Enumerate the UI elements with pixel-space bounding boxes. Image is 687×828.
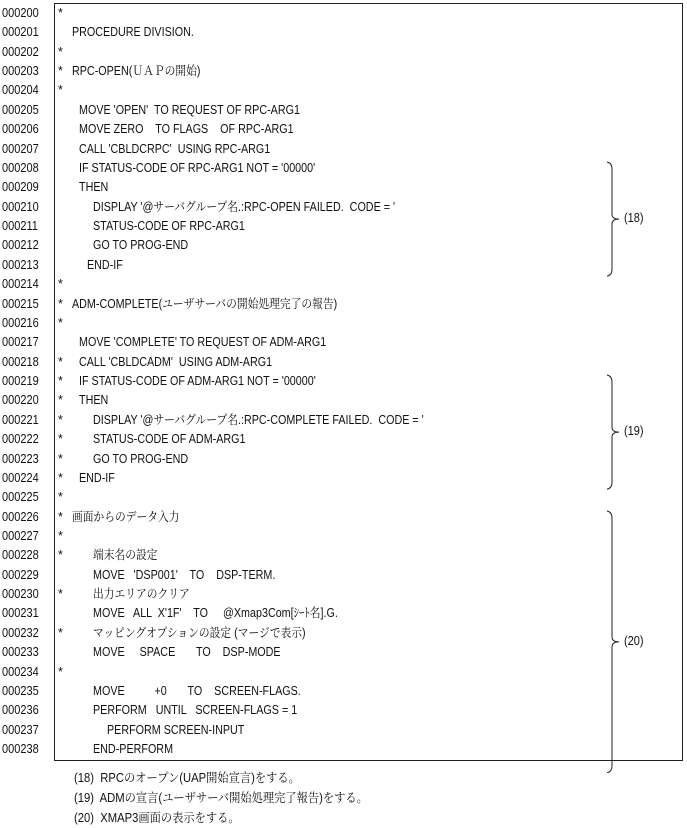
code-line — [0, 624, 600, 643]
line-number: 000216 — [2, 315, 39, 330]
line-number: 000234 — [2, 664, 39, 679]
code-line — [0, 43, 600, 62]
code-line — [0, 217, 600, 236]
code-text: 端末名の設定 — [93, 548, 158, 563]
line-number: 000210 — [2, 199, 39, 214]
code-line — [0, 275, 600, 294]
comment-marker: * — [58, 277, 63, 292]
code-line — [0, 508, 600, 527]
curly-brace-icon — [600, 374, 624, 490]
code-text: MOVE ZERO TO FLAGS OF RPC-ARG1 — [79, 122, 294, 137]
code-text: DISPLAY '@サーバグループ名.:RPC-OPEN FAILED. CODE = ' — [93, 199, 396, 214]
brace-label: (18) — [624, 211, 644, 226]
code-line — [0, 469, 600, 488]
code-text: STATUS-CODE OF RPC-ARG1 — [93, 219, 245, 234]
code-line — [0, 372, 600, 391]
code-line — [0, 295, 600, 314]
line-number: 000203 — [2, 64, 39, 79]
brace-label: (19) — [624, 424, 644, 439]
comment-marker: * — [58, 664, 63, 679]
code-text: MOVE 'OPEN' TO REQUEST OF RPC-ARG1 — [79, 102, 300, 117]
code-text: マッピングオプションの設定 (マージで表示) — [93, 625, 306, 640]
curly-brace-icon — [600, 161, 624, 277]
code-text: CALL 'CBLDCADM' USING ADM-ARG1 — [79, 354, 273, 369]
code-text: IF STATUS-CODE OF RPC-ARG1 NOT = '00000' — [79, 160, 316, 175]
line-number: 000237 — [2, 722, 39, 737]
code-line — [0, 178, 600, 197]
code-text: MOVE ALL X'1F' TO @Xmap3Com[ｼｰﾄ名].G. — [93, 606, 338, 621]
code-line — [0, 314, 600, 333]
line-number: 000217 — [2, 335, 39, 350]
comment-marker: * — [58, 470, 63, 485]
code-line — [0, 740, 600, 759]
comment-marker: * — [58, 393, 63, 408]
code-line — [0, 120, 600, 139]
code-line — [0, 701, 600, 720]
code-line — [0, 488, 600, 507]
footnote-20: (20) XMAP3画面の表示をする。 — [74, 811, 240, 825]
line-number: 000228 — [2, 548, 39, 563]
code-text: MOVE +0 TO SCREEN-FLAGS. — [93, 683, 301, 698]
code-line — [0, 198, 600, 217]
code-text: MOVE 'COMPLETE' TO REQUEST OF ADM-ARG1 — [79, 335, 327, 350]
line-number: 000214 — [2, 277, 39, 292]
code-line — [0, 391, 600, 410]
line-number: 000219 — [2, 374, 39, 389]
code-text: MOVE 'DSP001' TO DSP-TERM. — [93, 567, 276, 582]
line-number: 000207 — [2, 141, 39, 156]
code-text: IF STATUS-CODE OF ADM-ARG1 NOT = '00000' — [79, 374, 316, 389]
comment-marker: * — [58, 451, 63, 466]
comment-marker: * — [58, 44, 63, 59]
line-number: 000213 — [2, 257, 39, 272]
code-line — [0, 430, 600, 449]
code-line — [0, 604, 600, 623]
comment-marker: * — [58, 490, 63, 505]
code-text: MOVE SPACE TO DSP-MODE — [93, 645, 281, 660]
line-number: 000202 — [2, 44, 39, 59]
line-number: 000235 — [2, 683, 39, 698]
line-number: 000218 — [2, 354, 39, 369]
line-number: 000206 — [2, 122, 39, 137]
code-line — [0, 4, 600, 23]
code-line — [0, 682, 600, 701]
line-number: 000230 — [2, 587, 39, 602]
comment-marker: * — [58, 374, 63, 389]
line-number: 000227 — [2, 528, 39, 543]
comment-marker: * — [58, 315, 63, 330]
code-line — [0, 585, 600, 604]
comment-marker: * — [58, 83, 63, 98]
code-line — [0, 140, 600, 159]
code-line — [0, 81, 600, 100]
line-number: 000211 — [2, 219, 38, 234]
code-text: RPC-OPEN(ＵＡＰの開始) — [72, 64, 201, 79]
line-number: 000225 — [2, 490, 39, 505]
code-text: 出力エリアのクリア — [93, 587, 190, 602]
curly-brace-icon — [600, 510, 624, 774]
comment-marker: * — [58, 509, 63, 524]
code-text: END-IF — [87, 257, 123, 272]
line-number: 000233 — [2, 645, 39, 660]
line-number: 000215 — [2, 296, 39, 311]
code-text: DISPLAY '@サーバグループ名.:RPC-COMPLETE FAILED. CODE = ' — [93, 412, 424, 427]
code-text: STATUS-CODE OF ADM-ARG1 — [93, 432, 246, 447]
code-text: END-PERFORM — [93, 742, 174, 757]
code-line — [0, 236, 600, 255]
comment-marker: * — [58, 587, 63, 602]
code-line — [0, 353, 600, 372]
code-text: 画面からのデータ入力 — [72, 509, 180, 524]
code-line — [0, 721, 600, 740]
comment-marker: * — [58, 354, 63, 369]
comment-marker: * — [58, 432, 63, 447]
line-number: 000226 — [2, 509, 39, 524]
code-line — [0, 663, 600, 682]
line-number: 000223 — [2, 451, 39, 466]
code-line — [0, 411, 600, 430]
code-line — [0, 159, 600, 178]
code-line — [0, 643, 600, 662]
code-text: THEN — [79, 180, 109, 195]
code-text: PROCEDURE DIVISION. — [72, 25, 194, 40]
line-number: 000236 — [2, 703, 39, 718]
line-number: 000232 — [2, 625, 39, 640]
code-line — [0, 566, 600, 585]
code-text: GO TO PROG-END — [93, 238, 189, 253]
comment-marker: * — [58, 296, 63, 311]
comment-marker: * — [58, 412, 63, 427]
footnote-18: (18) RPCのオープン(UAP開始宣言)をする。 — [74, 771, 300, 785]
line-number: 000221 — [2, 412, 39, 427]
code-text: PERFORM UNTIL SCREEN-FLAGS = 1 — [93, 703, 298, 718]
code-line — [0, 62, 600, 81]
code-line — [0, 256, 600, 275]
line-number: 000220 — [2, 393, 39, 408]
code-text: THEN — [79, 393, 109, 408]
code-line — [0, 101, 600, 120]
line-number: 000205 — [2, 102, 39, 117]
line-number: 000209 — [2, 180, 39, 195]
code-line — [0, 450, 600, 469]
code-text: CALL 'CBLDCRPC' USING RPC-ARG1 — [79, 141, 271, 156]
line-number: 000224 — [2, 470, 39, 485]
comment-marker: * — [58, 6, 63, 20]
code-text: PERFORM SCREEN-INPUT — [107, 722, 245, 737]
footnote-19: (19) ADMの宣言(ユーザサーバ開始処理完了報告)をする。 — [74, 791, 368, 805]
code-text: ADM-COMPLETE(ユーザサーバの開始処理完了の報告) — [72, 296, 338, 311]
code-text: GO TO PROG-END — [93, 451, 189, 466]
code-line — [0, 546, 600, 565]
code-text: END-IF — [79, 470, 115, 485]
comment-marker: * — [58, 528, 63, 543]
line-number: 000204 — [2, 83, 39, 98]
comment-marker: * — [58, 64, 63, 79]
code-line — [0, 527, 600, 546]
code-line — [0, 23, 600, 42]
comment-marker: * — [58, 548, 63, 563]
line-number: 000231 — [2, 606, 39, 621]
line-number: 000238 — [2, 742, 39, 757]
line-number: 000200 — [2, 6, 39, 20]
line-number: 000229 — [2, 567, 39, 582]
code-line — [0, 333, 600, 352]
brace-label: (20) — [624, 633, 644, 648]
line-number: 000212 — [2, 238, 39, 253]
line-number: 000201 — [2, 25, 39, 40]
line-number: 000208 — [2, 160, 39, 175]
line-number: 000222 — [2, 432, 39, 447]
comment-marker: * — [58, 625, 63, 640]
